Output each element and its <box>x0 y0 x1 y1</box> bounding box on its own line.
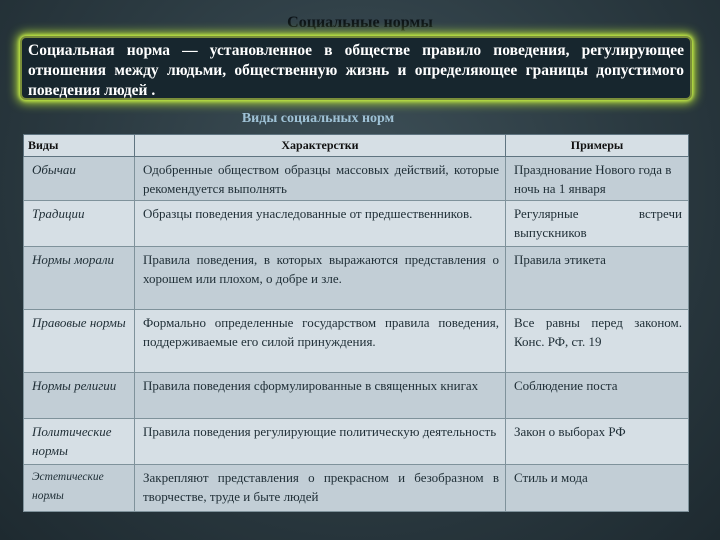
example-cell: Правила этикета <box>506 247 689 310</box>
description-cell: Правила поведения сформулированные в священных книгах <box>135 373 506 419</box>
table-row <box>24 465 689 512</box>
header-kinds: Виды <box>24 135 135 157</box>
example-cell: Празднование Нового года в ночь на 1 января <box>506 157 689 201</box>
kind-cell: Эстетические нормы <box>24 465 135 512</box>
description-cell: Одобренные обществом образцы массовых действий, которые рекомендуется выполнять <box>135 157 506 201</box>
kind-cell: Правовые нормы <box>24 310 135 373</box>
definition-box <box>20 36 692 100</box>
table-header-row <box>24 135 689 157</box>
example-cell: Все равны перед законом. Конс. РФ, ст. 19 <box>506 310 689 373</box>
example-cell: Соблюдение поста <box>506 373 689 419</box>
example-cell: Стиль и мода <box>506 465 689 512</box>
kind-cell: Нормы морали <box>24 247 135 310</box>
description-cell: Правила поведения, в которых выражаются представления о хорошем или плохом, о добре и зле. <box>135 247 506 310</box>
kind-cell: Обычаи <box>24 157 135 201</box>
example-cell: Регулярные встречи выпускников <box>506 201 689 247</box>
slide-title: Социальные нормы <box>287 14 433 31</box>
table-subtitle: Виды социальных норм <box>241 111 395 126</box>
example-cell: Закон о выборах РФ <box>506 419 689 465</box>
definition-text: Социальная норма — установленное в обществе правило поведения, регулирующее отношения между людьми, общественную жизнь и определяющее границы допустимого поведения людей . <box>28 42 684 99</box>
table-row <box>24 419 689 465</box>
header-characteristics: Характерстки <box>135 135 506 157</box>
table-row <box>24 157 689 201</box>
description-cell: Правила поведения регулирующие политическую деятельность <box>135 419 506 465</box>
description-cell: Закрепляют представления о прекрасном и безобразном в творчестве, труде и быте людей <box>135 465 506 512</box>
table-row <box>24 310 689 373</box>
table-row <box>24 247 689 310</box>
kind-cell: Традиции <box>24 201 135 247</box>
norms-table <box>23 134 689 512</box>
table-row <box>24 201 689 247</box>
table-row <box>24 373 689 419</box>
kind-cell: Нормы религии <box>24 373 135 419</box>
header-examples: Примеры <box>506 135 689 157</box>
kind-cell: Политические нормы <box>24 419 135 465</box>
description-cell: Формально определенные государством правила поведения, поддерживаемые его силой принуждения. <box>135 310 506 373</box>
description-cell: Образцы поведения унаследованные от предшественников. <box>135 201 506 247</box>
